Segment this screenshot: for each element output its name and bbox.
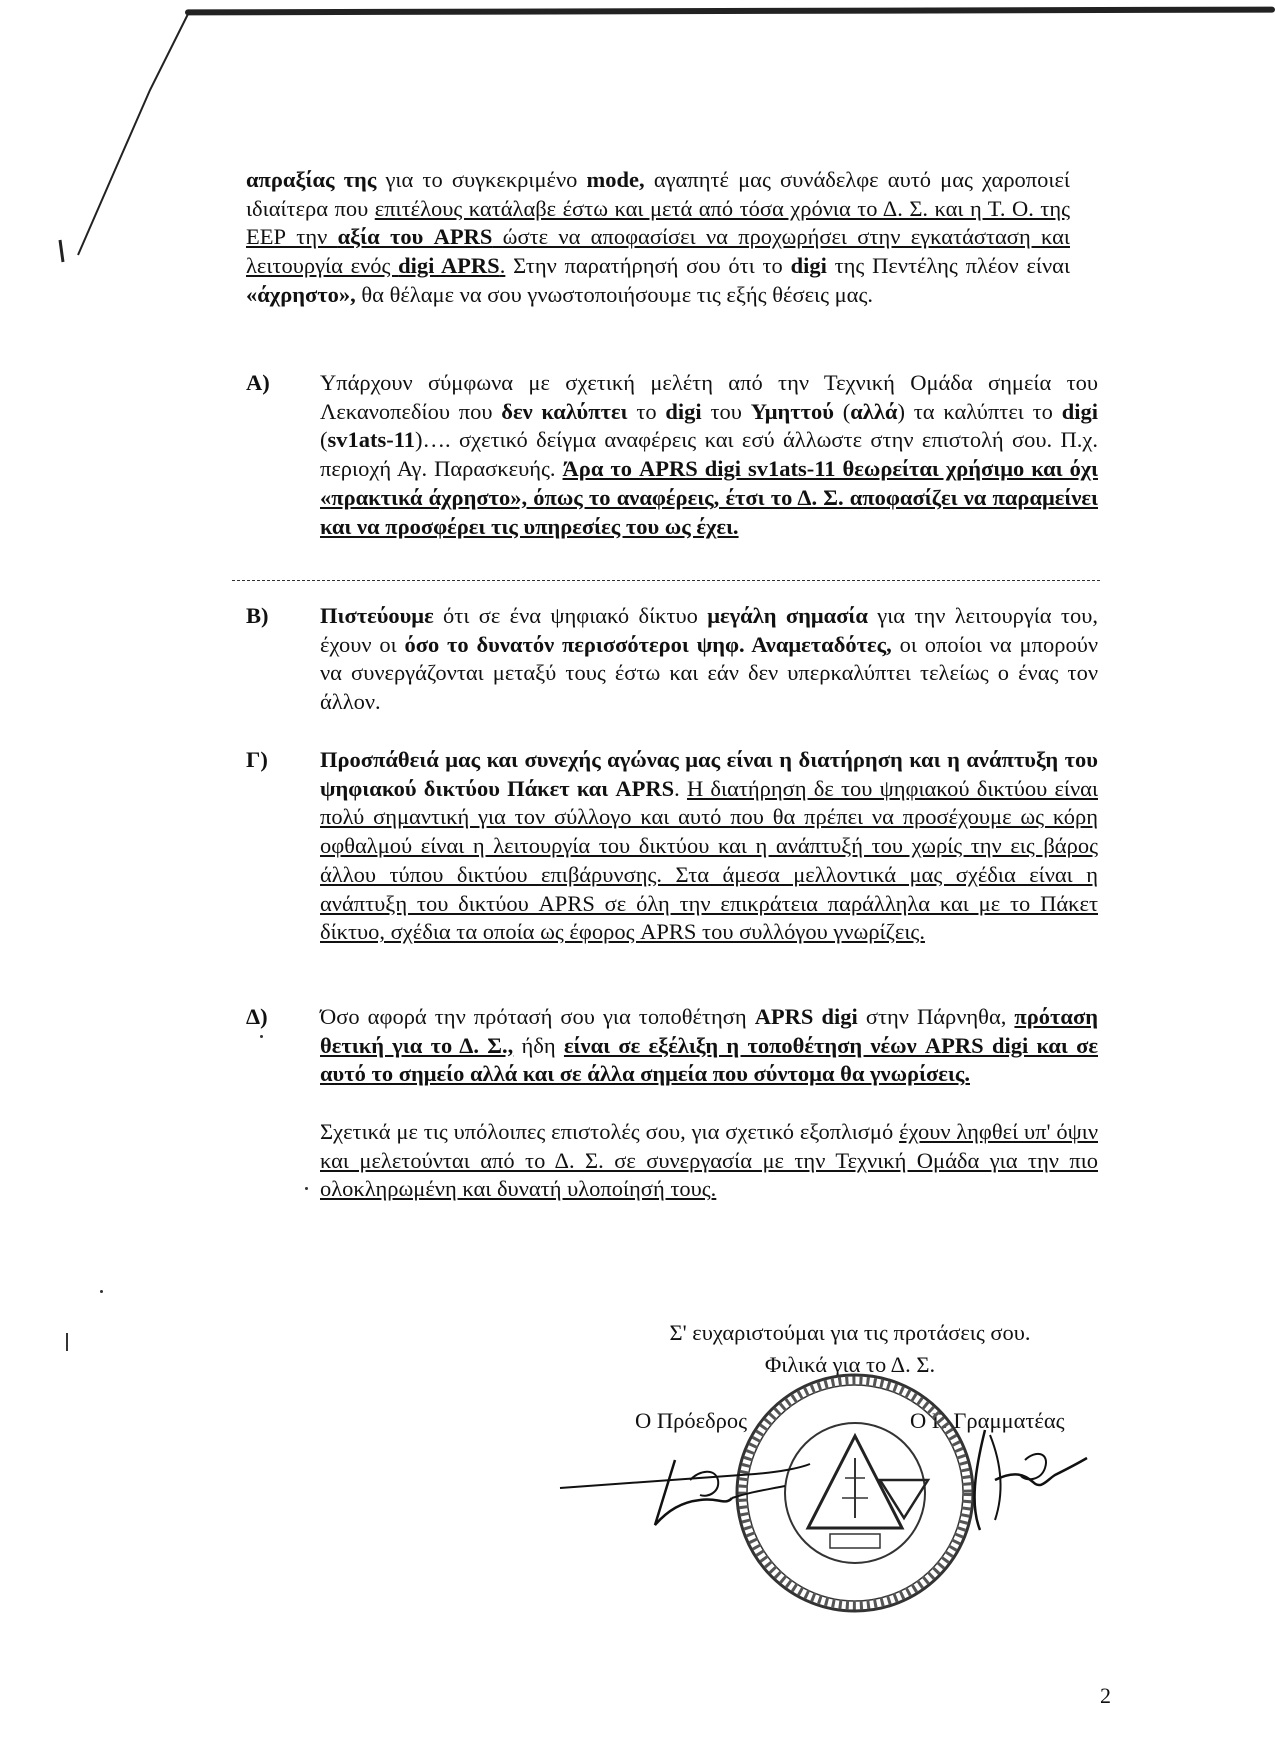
section-b-text: Πιστεύουμε ότι σε ένα ψηφιακό δίκτυο μεγάλη σημασία για την λειτουργία του, έχουν οι όσο το δυνατόν περισσότεροι ψηφ. Αναμεταδότες, οι οποίοι να μπορούν να συνεργάζονται μεταξύ τους έστω και εάν δεν υπερκαλύπτει τελείως ο ένας τον άλλον. bbox=[320, 603, 1099, 715]
section-d-label: Δ) bbox=[246, 1004, 268, 1029]
scan-edge-line bbox=[185, 7, 1275, 16]
intro-paragraph: απραξίας της για το συγκεκριμένο mode, αγαπητέ μας συνάδελφε αυτό μας χαροποιεί ιδιαίτερα που επιτέλους κατάλαβε έστω και μετά από τόσα χρόνια το Δ. Σ. και η Τ. Ο. της ΕΕΡ την αξία του APRS ώστε να αποφασίσει να προχωρήσει στην εγκατάσταση και λειτουργία ενός digi APRS. Στην παρατήρησή σου ότι το digi της Πεντέλης πλέον είναι «άχρηστο», θα θέλαμε να σου γνωστοποιήσουμε τις εξής θέσεις μας. bbox=[246, 167, 1071, 307]
section-a-label: Α) bbox=[246, 370, 270, 395]
section-d-followup-text: Σχετικά με τις υπόλοιπες επιστολές σου, για σχετικό εξοπλισμό έχουν ληφθεί υπ' όψιν και μελετούνται από το Δ. Σ. σε συνεργασία με την Τεχνική Ομάδα για την πιο ολοκληρωμένη και δυνατή υλοποίησή τους. bbox=[320, 1119, 1098, 1202]
section-c-label: Γ) bbox=[246, 747, 268, 772]
scan-edge-mark bbox=[0, 0, 200, 300]
separator-dashed-line bbox=[232, 580, 1100, 581]
section-b-label: Β) bbox=[246, 603, 269, 628]
secretary-signature bbox=[955, 1420, 1095, 1540]
section-d-text: Όσο αφορά την πρότασή σου για τοποθέτηση APRS digi στην Πάρνηθα, πρόταση θετική για το Δ. Σ., ήδη είναι σε εξέλιξη η τοποθέτηση νέων APRS digi και σε αυτό το σημείο αλλά και σε άλλα σημεία που σύντομα θα γνωρίσεις. bbox=[320, 1004, 1098, 1087]
scan-speck bbox=[260, 1035, 263, 1038]
page-number: 2 bbox=[1100, 1683, 1111, 1708]
secretary-title: Ο Γ. Γραμματέας bbox=[910, 1408, 1065, 1433]
section-c-text: Προσπάθειά μας και συνεχής αγώνας μας είναι η διατήρηση και η ανάπτυξη του ψηφιακού δικτύου Πάκετ και APRS. Η διατήρηση δε του ψηφιακού δικτύου είναι πολύ σημαντική για τον σύλλογο και αυτό που θα πρέπει να προσέχουμε ως κόρη οφθαλμού είναι η λειτουργία του δικτύου και η ανάπτυξή του χωρίς την εις βάρος άλλου τύπου δικτύου επιβάρυνσης. Στα άμεσα μελλοντικά μας σχέδια είναι η ανάπτυξη του δικτύου APRS σε όλη την επικράτεια παράλληλα και με το Πάκετ δίκτυο, σχέδια τα οποία ως έφορος APRS του συλλόγου γνωρίζεις. bbox=[320, 747, 1098, 945]
closing-thanks: Σ' ευχαριστούμαι για τις προτάσεις σου. bbox=[669, 1320, 1031, 1345]
scan-speck bbox=[66, 1333, 68, 1351]
scan-speck bbox=[100, 1290, 103, 1293]
president-title: Ο Πρόεδρος bbox=[635, 1408, 748, 1433]
closing-regards: Φιλικά για το Δ. Σ. bbox=[764, 1352, 936, 1377]
president-signature bbox=[550, 1440, 820, 1550]
scan-speck bbox=[305, 1187, 308, 1190]
section-a-text: Υπάρχουν σύμφωνα με σχετική μελέτη από την Τεχνική Ομάδα σημεία του Λεκανοπεδίου που δεν καλύπτει το digi του Υμηττού (αλλά) τα καλύπτει το digi (sv1ats-11)…. σχετικό δείγμα αναφέρεις και εσύ άλλωστε στην επιστολή σου. Π.χ. περιοχή Αγ. Παρασκευής. Άρα το APRS digi sv1ats-11 θεωρείται χρήσιμο και όχι «πρακτικά άχρηστο», όπως το αναφέρεις, έτσι το Δ. Σ. αποφασίζει να παραμείνει και να προσφέρει τις υπηρεσίες του ως έχει. bbox=[320, 370, 1099, 539]
